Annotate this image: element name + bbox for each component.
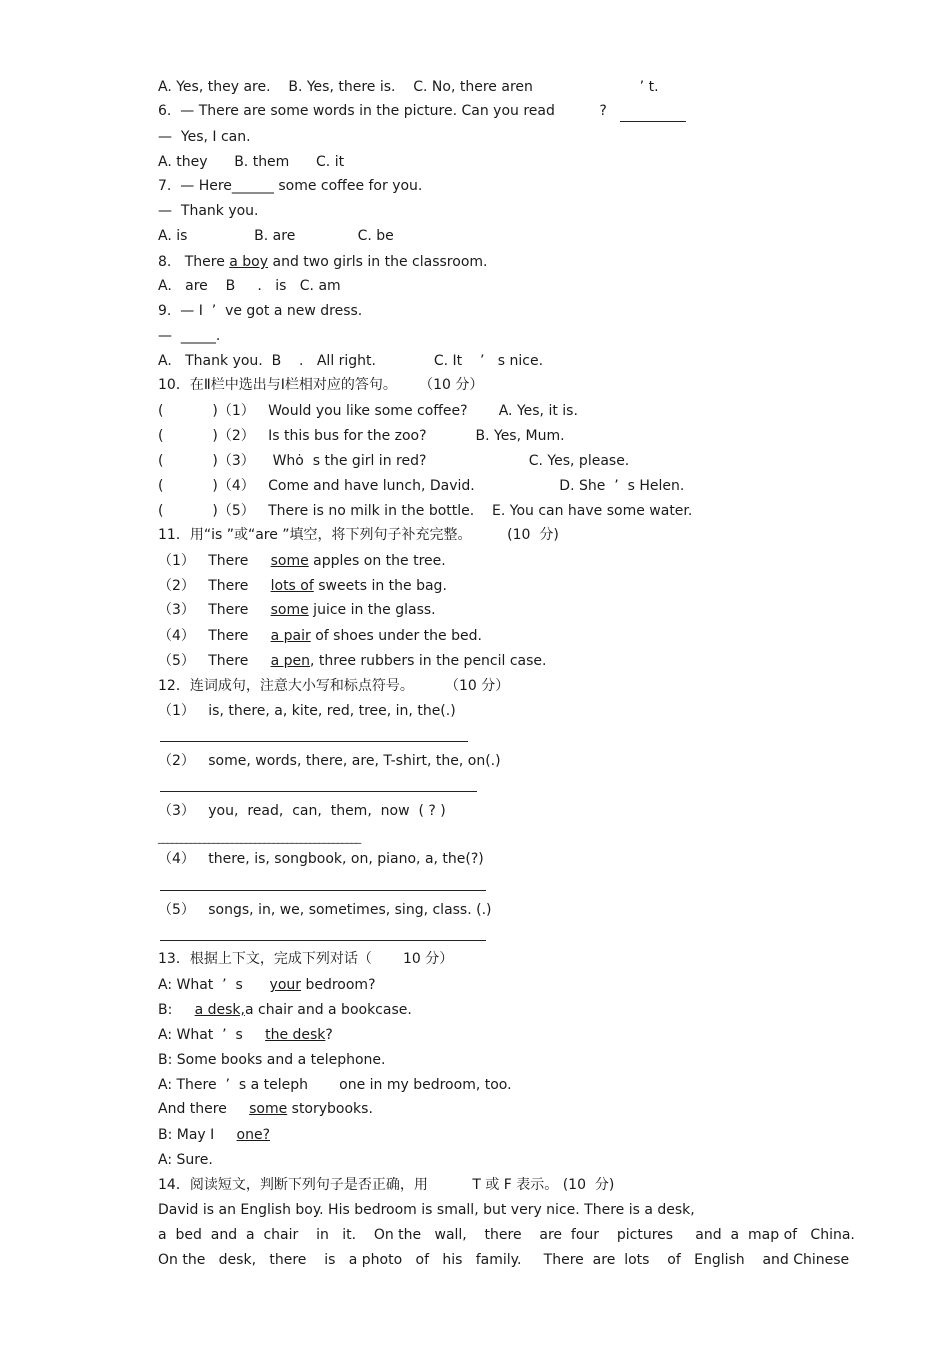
q9-options: A. Thank you. B . All right. C. It ’ s nice. xyxy=(158,353,544,369)
passage-line: a bed and a chair in it. On the wall, there are four pictures and a map of China. xyxy=(158,1227,855,1243)
text: juice in the glass. xyxy=(308,602,436,618)
q6-question: 6. — There are some words in the picture. Can you read ? xyxy=(158,103,607,119)
text: — xyxy=(158,328,181,344)
q6-options: A. they B. them C. it xyxy=(158,154,345,170)
handwritten-answer: some xyxy=(270,602,309,618)
q12-heading: 12．连词成句，注意大小写和标点符号。 （10 分） xyxy=(158,678,510,694)
handwritten-answer: a pair xyxy=(270,628,311,644)
text: A: What ’ s xyxy=(158,1027,266,1043)
passage-line: On the desk, there is a photo of his family. There are lots of English and Chinese xyxy=(158,1252,850,1268)
q13-line: B: Some books and a telephone. xyxy=(158,1052,386,1068)
handwritten-answer: a desk, xyxy=(194,1002,245,1018)
q13-line xyxy=(158,1100,373,1118)
text: （3） There xyxy=(158,602,271,618)
handwritten-answer: some xyxy=(249,1101,288,1117)
q11-item xyxy=(158,601,436,619)
text: apples on the tree. xyxy=(308,553,446,569)
q11-item xyxy=(158,552,446,570)
q13-heading: 13．根据上下文，完成下列对话（ 10 分） xyxy=(158,951,454,967)
q13-line xyxy=(158,976,376,994)
q12-item: （5） songs, in, we, sometimes, sing, class. (.) xyxy=(158,902,492,918)
q13-line xyxy=(158,1126,270,1144)
q12-item: （2） some, words, there, are, T-shirt, the, on(.) xyxy=(158,753,501,769)
text: （2） There xyxy=(158,578,271,594)
q13-line xyxy=(158,1001,412,1019)
q13-line xyxy=(158,1026,333,1044)
answer-line: ____________________________________________ xyxy=(158,831,361,844)
answer-line xyxy=(160,791,477,792)
q12-item: （4） there, is, songbook, on, piano, a, the(?) xyxy=(158,851,484,867)
handwritten-answer: a pen xyxy=(270,653,311,669)
q10-item: ( )（1） Would you like some coffee? A. Yes, it is. xyxy=(158,403,578,419)
text: And there xyxy=(158,1101,250,1117)
q11-heading: 11．用“is ”或“are ”填空，将下列句子补充完整。 (10 分) xyxy=(158,527,559,543)
text: A: What ’ s xyxy=(158,977,270,993)
q9-question: 9. — I ’ ve got a new dress. xyxy=(158,303,363,319)
q11-item xyxy=(158,652,547,670)
q7-reply: — Thank you. xyxy=(158,203,259,219)
handwritten-answer: some xyxy=(270,553,309,569)
q12-item: （3） you, read, can, them, now ( ? ) xyxy=(158,803,446,819)
answer-line xyxy=(160,741,468,742)
q5-options: A. Yes, they are. B. Yes, there is. C. No, there aren ’ t. xyxy=(158,79,659,95)
q10-item: ( )（5） There is no milk in the bottle. E. You can have some water. xyxy=(158,503,693,519)
answer-blank: _____. xyxy=(180,328,221,344)
text: and two girls in the classroom. xyxy=(268,254,488,270)
answer-line xyxy=(160,890,486,891)
text: B: xyxy=(158,1002,195,1018)
handwritten-answer: lots of xyxy=(270,578,314,594)
q10-heading: 10．在Ⅱ栏中选出与Ⅰ栏相对应的答句。 （10 分） xyxy=(158,377,484,393)
text: bedroom? xyxy=(301,977,376,993)
text: a chair and a bookcase. xyxy=(244,1002,412,1018)
text: （4） There xyxy=(158,628,271,644)
passage-line: David is an English boy. His bedroom is small, but very nice. There is a desk, xyxy=(158,1202,695,1218)
answer-line xyxy=(160,940,486,941)
q10-item: ( )（3） Whȯ s the girl in red? C. Yes, please. xyxy=(158,453,630,469)
q7-question: 7. — Here______ some coffee for you. xyxy=(158,178,423,194)
text: of shoes under the bed. xyxy=(310,628,482,644)
handwritten-answer: a boy xyxy=(229,254,269,270)
handwritten-answer: one? xyxy=(236,1127,271,1143)
q7-options: A. is B. are C. be xyxy=(158,228,394,244)
text: 8. There xyxy=(158,254,230,270)
q14-heading: 14．阅读短文，判断下列句子是否正确，用 T 或 F 表示。 (10 分) xyxy=(158,1177,615,1193)
text: , three rubbers in the pencil case. xyxy=(310,653,547,669)
text: （5） There xyxy=(158,653,271,669)
q8-options: A. are B . is C. am xyxy=(158,278,341,294)
text: B: May I xyxy=(158,1127,237,1143)
text: （1） There xyxy=(158,553,271,569)
q9-reply xyxy=(158,327,220,345)
q6-reply: — Yes, I can. xyxy=(158,129,251,145)
q11-item xyxy=(158,577,447,595)
q10-item: ( )（2） Is this bus for the zoo? B. Yes, Mum. xyxy=(158,428,565,444)
q10-item: ( )（4） Come and have lunch, David. D. She ’ s Helen. xyxy=(158,478,685,494)
q11-item xyxy=(158,627,482,645)
handwritten-answer: the desk xyxy=(265,1027,326,1043)
q13-line: A: Sure. xyxy=(158,1152,213,1168)
text: sweets in the bag. xyxy=(313,578,447,594)
q8-question xyxy=(158,253,487,271)
text: ? xyxy=(325,1027,333,1043)
handwritten-answer: your xyxy=(269,977,302,993)
text: storybooks. xyxy=(287,1101,373,1117)
q13-line: A: There ’ s a teleph one in my bedroom, too. xyxy=(158,1077,512,1093)
answer-blank xyxy=(620,121,686,122)
q12-item: （1） is, there, a, kite, red, tree, in, the(.) xyxy=(158,703,456,719)
